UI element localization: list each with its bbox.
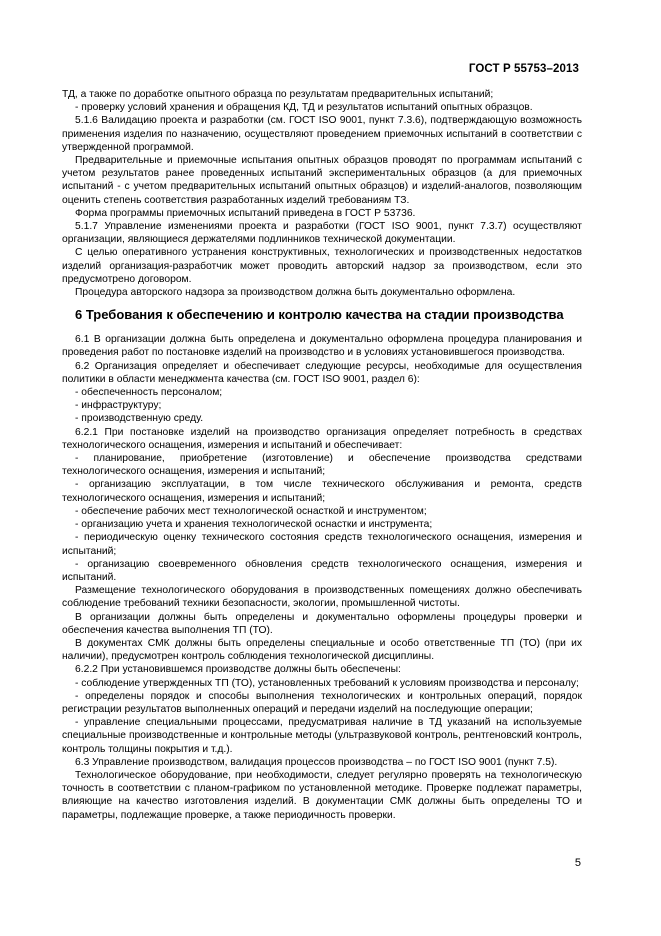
paragraph: Размещение технологического оборудования в производственных помещениях должно обеспечивать соблюдение требований техники безопасности, экологии, промышленной чистоты.: [62, 585, 582, 610]
page-number: 5: [574, 857, 581, 869]
list-item: - соблюдение утвержденных ТП (ТО), установленных требований к условиям производства и персоналу;: [75, 677, 579, 689]
paragraph: 6.2.2 При установившемся производстве должны быть обеспечены:: [75, 664, 401, 676]
document-number: ГОСТ Р 55753–2013: [468, 63, 579, 75]
paragraph: Технологическое оборудование, при необходимости, следует регулярно проверять на технологическую точность в соответствии с планом-графиком по установленной методике. Проверке подлежат параметры, влияющие на качество изготовления изделий. В документации СМК должны быть определены ТО и параметры, подлежащие проверке, а также периодичность проверки.: [62, 769, 582, 821]
paragraph: 5.1.7 Управление изменениями проекта и разработки (ГОСТ ISO 9001, пункт 7.3.7) осуществляют организации, являющиеся держателями подлинников технической документации.: [62, 221, 582, 246]
paragraph: 6.3 Управление производством, валидация процессов производства – по ГОСТ ISO 9001 (пункт 7.5).: [75, 756, 558, 768]
section-6-heading: 6 Требования к обеспечению и контролю качества на стадии производства: [75, 307, 564, 323]
paragraph: В организации должны быть определены и документально оформлены процедуры проверки и обеспечения качества выполнения ТП (ТО).: [62, 611, 582, 636]
paragraph: С целью оперативного устранения конструктивных, технологических и производственных недостатков изделий организация-разработчик может проводить авторский надзор за производством, если это предусмотрено договором.: [62, 247, 582, 285]
paragraph: Форма программы приемочных испытаний приведена в ГОСТ Р 53736.: [75, 207, 416, 219]
list-item: - проверку условий хранения и обращения КД, ТД и результатов испытаний опытных образцов.: [75, 102, 533, 114]
section-5-continuation: [62, 88, 582, 299]
list-item: - инфраструктуру;: [75, 400, 162, 412]
list-item: - организацию учета и хранения технологической оснастки и инструмента;: [75, 519, 433, 531]
paragraph: 6.2.1 При постановке изделий на производство организация определяет потребность в средствах технологического оснащения, измерения и испытаний и обеспечивает:: [62, 426, 582, 451]
paragraph: ТД, а также по доработке опытного образца по результатам предварительных испытаний;: [62, 89, 494, 100]
paragraph: 5.1.6 Валидацию проекта и разработки (см. ГОСТ ISO 9001, пункт 7.3.6), подтверждающую возможность применения изделия по назначению, осуществляют проведением приемочных испытаний в соответствии с утвержденной программой.: [62, 115, 582, 153]
list-item: - определены порядок и способы выполнения технологических и контрольных операций, порядок регистрации результатов выполненных операций и передачи изделий на последующие операции;: [62, 690, 582, 715]
paragraph: 6.2 Организация определяет и обеспечивает следующие ресурсы, необходимые для осуществления политики в области менеджмента качества (см. ГОСТ ISO 9001, раздел 6):: [62, 360, 582, 385]
list-item: - организацию эксплуатации, в том числе технического обслуживания и ремонта, средств технологического оснащения, измерения и испытаний;: [62, 479, 582, 504]
list-item: - производственную среду.: [75, 413, 204, 425]
paragraph: Предварительные и приемочные испытания опытных образцов проводят по программам испытаний с учетом результатов ранее проведенных испытаний экспериментальных образцов (а для приемочных испытаний - с учетом предварительных испытаний опытных образцов) и изделий-аналогов, позволяющим оценить степень соответствия разработанных изделий требованиям ТЗ.: [62, 155, 582, 206]
paragraph: 6.1 В организации должна быть определена и документально оформлена процедура планирования и проведения работ по постановке изделий на производство и в условиях установившегося производства.: [62, 334, 582, 359]
section-6-body: [62, 333, 582, 822]
document-body: [62, 88, 582, 822]
list-item: - обеспечение рабочих мест технологической оснасткой и инструментом;: [75, 505, 427, 517]
list-item: - организацию своевременного обновления средств технологического оснащения, измерения и испытаний.: [62, 558, 582, 583]
paragraph: Процедура авторского надзора за производством должна быть документально оформлена.: [75, 287, 516, 299]
list-item: - планирование, приобретение (изготовление) и обеспечение производства средствами технологического оснащения, измерения и испытаний;: [62, 453, 582, 478]
list-item: - управление специальными процессами, предусматривая наличие в ТД указаний на используемые специальные производственные и контрольные методы (ультразвуковой контроль, рентгеновский контроль, контроль толщины покрытия и т.д.).: [62, 717, 582, 755]
list-item: - обеспеченность персоналом;: [75, 387, 223, 399]
list-item: - периодическую оценку технического состояния средств технологического оснащения, измерения и испытаний;: [62, 532, 582, 557]
paragraph: В документах СМК должны быть определены специальные и особо ответственные ТП (ТО) (при их наличии), предусмотрен контроль соблюдения технологической дисциплины.: [62, 637, 582, 663]
